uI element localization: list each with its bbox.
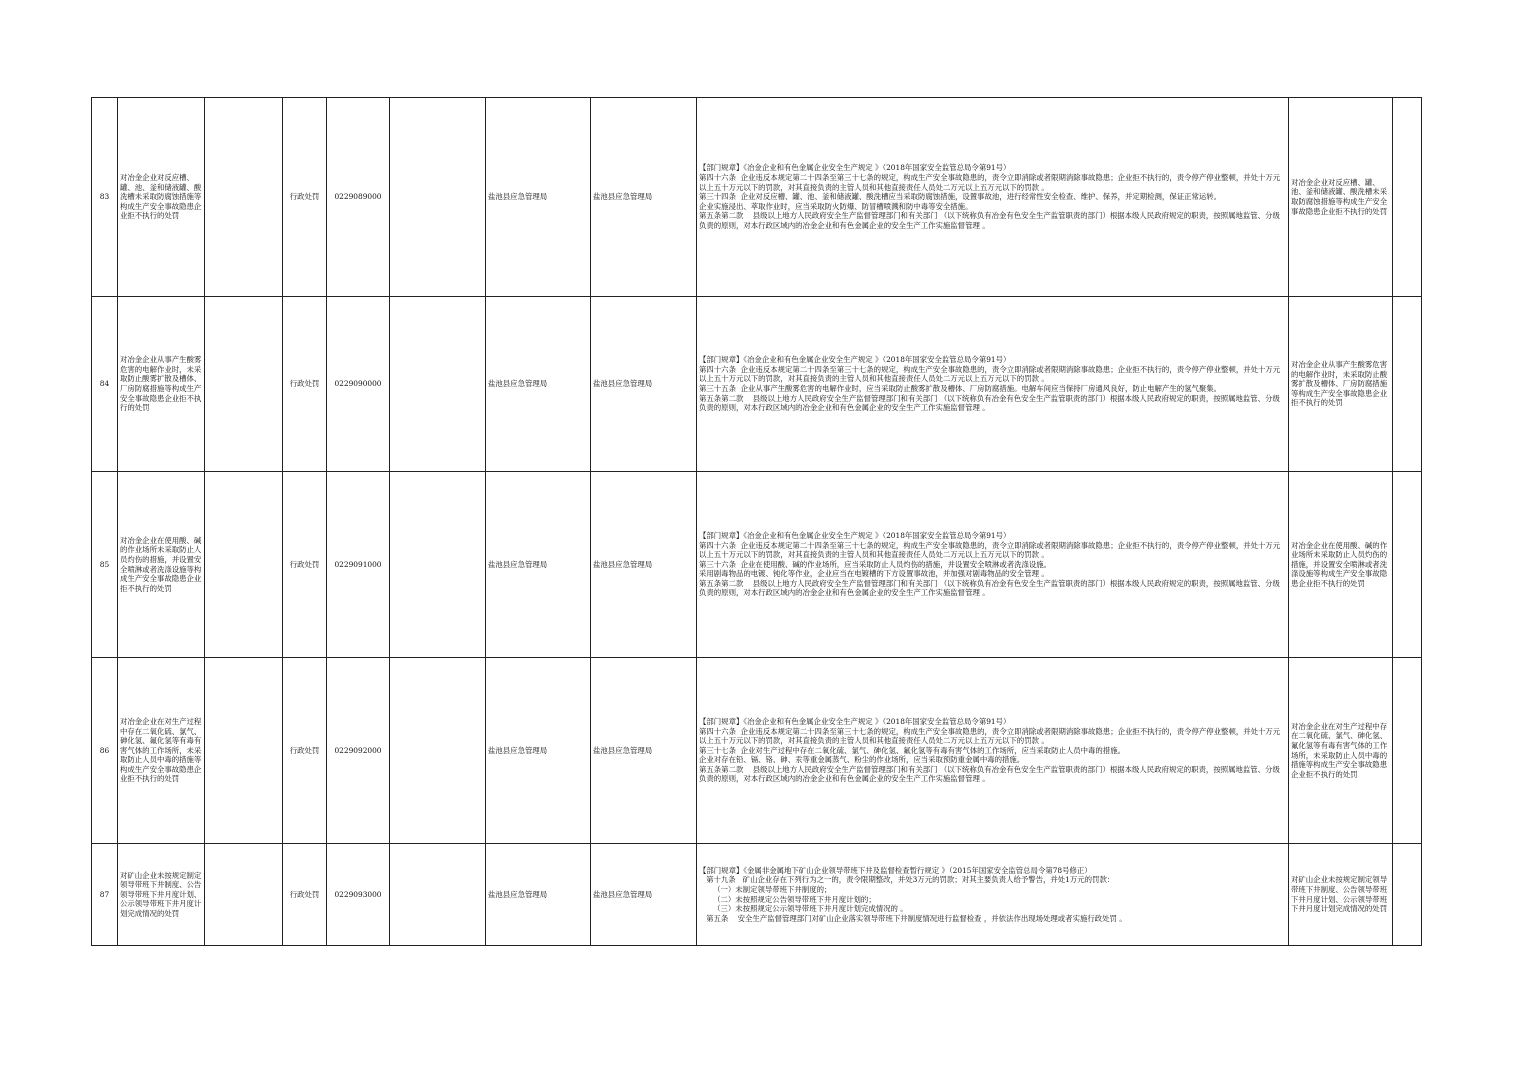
blank-cell: [390, 658, 486, 844]
sub-item: [205, 98, 283, 297]
item-description: 对冶金企业对反应槽、罐、池、釜和储液罐、酸洗槽未采取防腐蚀措施等构成生产安全事故隐患企业拒不执行的处罚: [1289, 98, 1393, 297]
item-type: 行政处罚: [283, 297, 327, 472]
responsible-subject: 盐池县应急管理局: [591, 844, 697, 946]
legal-basis: 【部门规章】《金属非金属地下矿山企业领导带班下井及监督检查暂行规定 》（2015年国家安全监管总局令第78号修正） 第十九条 矿山企业存在下列行为之一的，责令限期整改，并处3万元的罚款；对其主要负责人给予警告，并处1万元的罚款： （一）未制定领导带班下井制度的； （二）未按照规定公告领导带班下井月度计划的； （三）未按照规定公示领导带班下井月度计划完成情况的 。 第五条 安全生产监督管理部门对矿山企业落实领导带班下井制度情况进行监督检查 ，并依法作出现场处理或者实施行政处罚 。: [697, 844, 1289, 946]
sub-item: [205, 658, 283, 844]
row-number: 84: [92, 297, 118, 472]
implementing-dept: 盐池县应急管理局: [486, 297, 591, 472]
item-description: 对冶金企业在使用酸、碱的作业场所未采取防止人员灼伤的措施，并设置安全喷淋或者洗涤设施等构成生产安全事故隐患企业拒不执行的处罚: [1289, 472, 1393, 658]
responsible-subject: 盐池县应急管理局: [591, 98, 697, 297]
table-row: [92, 98, 1422, 297]
item-type: 行政处罚: [283, 98, 327, 297]
responsible-subject: 盐池县应急管理局: [591, 658, 697, 844]
table-row: [92, 658, 1422, 844]
item-code: 0229090000: [327, 297, 390, 472]
row-number: 85: [92, 472, 118, 658]
item-code: 0229089000: [327, 98, 390, 297]
implementing-dept: 盐池县应急管理局: [486, 658, 591, 844]
item-description: 对冶金企业从事产生酸雾危害的电解作业时，未采取防止酸雾扩散及槽体、厂房防腐措施等构成生产安全事故隐患企业拒不执行的处罚: [1289, 297, 1393, 472]
item-type: 行政处罚: [283, 658, 327, 844]
item-name: 对冶金企业对反应槽、罐、池、釜和储液罐、酸洗槽未采取防腐蚀措施等构成生产安全事故隐患企业拒不执行的处罚: [118, 98, 205, 297]
item-code: 0229091000: [327, 472, 390, 658]
item-name: 对冶金企业从事产生酸雾危害的电解作业时，未采取防止酸雾扩散及槽体、厂房防腐措施等构成生产安全事故隐患企业拒不执行的处罚: [118, 297, 205, 472]
row-number: 87: [92, 844, 118, 946]
blank-cell: [390, 98, 486, 297]
item-type: 行政处罚: [283, 844, 327, 946]
sub-item: [205, 844, 283, 946]
row-number: 83: [92, 98, 118, 297]
item-type: 行政处罚: [283, 472, 327, 658]
remark-cell: [1393, 98, 1422, 297]
table-row: [92, 472, 1422, 658]
item-name: 对矿山企业未按规定制定领导带班下井制度、公告领导带班下井月度计划、公示领导带班下井月度计划完成情况的处罚: [118, 844, 205, 946]
item-code: 0229093000: [327, 844, 390, 946]
responsible-subject: 盐池县应急管理局: [591, 297, 697, 472]
blank-cell: [390, 472, 486, 658]
item-name: 对冶金企业在使用酸、碱的作业场所未采取防止人员灼伤的措施，并设置安全喷淋或者洗涤设施等构成生产安全事故隐患企业拒不执行的处罚: [118, 472, 205, 658]
sub-item: [205, 472, 283, 658]
table-row: [92, 844, 1422, 946]
implementing-dept: 盐池县应急管理局: [486, 98, 591, 297]
row-number: 86: [92, 658, 118, 844]
responsible-subject: 盐池县应急管理局: [591, 472, 697, 658]
item-description: 对矿山企业未按规定制定领导带班下井制度、公告领导带班下井月度计划、公示领导带班下井月度计划完成情况的处罚: [1289, 844, 1393, 946]
table-row: [92, 297, 1422, 472]
penalty-table: [91, 97, 1422, 946]
implementing-dept: 盐池县应急管理局: [486, 472, 591, 658]
legal-basis: 【部门规章】《冶金企业和有色金属企业安全生产规定 》（2018年国家安全监管总局令第91号） 第四十六条 企业违反本规定第二十四条至第三十七条的规定，构成生产安全事故隐患的，责令立即消除或者限期消除事故隐患；企业拒不执行的，责令停产停业整顿，并处十万元以上五十万元以下的罚款，对其直接负责的主管人员和其他直接责任人员处二万元以上五万元以下的罚款 。 第三十七条 企业对生产过程中存在二氧化硫、氯气、砷化氢、氟化氢等有毒有害气体的工作场所，应当采取防止人员中毒的措施。 企业对存在铅、镉、铬、砷、汞等重金属蒸气、粉尘的作业场所，应当采取预防重金属中毒的措施。 第五条第二款 县级以上地方人民政府安全生产监督管理部门和有关部门 （以下统称负有冶金有色安全生产监管职责的部门）根据本级人民政府规定的职责，按照属地监管、分级负责的原则，对本行政区域内的冶金企业和有色金属企业的安全生产工作实施监督管理 。: [697, 658, 1289, 844]
legal-basis: 【部门规章】《冶金企业和有色金属企业安全生产规定 》（2018年国家安全监管总局令第91号） 第四十六条 企业违反本规定第二十四条至第三十七条的规定，构成生产安全事故隐患的，责令立即消除或者限期消除事故隐患；企业拒不执行的，责令停产停业整顿，并处十万元以上五十万元以下的罚款，对其直接负责的主管人员和其他直接责任人员处二万元以上五万元以下的罚款 。 第三十五条 企业从事产生酸雾危害的电解作业时，应当采取防止酸雾扩散及槽体、厂房防腐措施。电解车间应当保持厂房通风良好，防止电解产生的氢气聚集。 第五条第二款 县级以上地方人民政府安全生产监督管理部门和有关部门 （以下统称负有冶金有色安全生产监管职责的部门）根据本级人民政府规定的职责，按照属地监管、分级负责的原则，对本行政区域内的冶金企业和有色金属企业的安全生产工作实施监督管理 。: [697, 297, 1289, 472]
legal-basis: 【部门规章】《冶金企业和有色金属企业安全生产规定 》（2018年国家安全监管总局令第91号） 第四十六条 企业违反本规定第二十四条至第三十七条的规定，构成生产安全事故隐患的，责令立即消除或者限期消除事故隐患；企业拒不执行的，责令停产停业整顿，并处十万元以上五十万元以下的罚款，对其直接负责的主管人员和其他直接责任人员处二万元以上五万元以下的罚款 。 第三十四条 企业对反应槽、罐、池、釜和储液罐、酸洗槽应当采取防腐蚀措施，设置事故池，进行经常性安全检查、维护、保养，并定期检测，保证正常运转。 企业实施浸出、萃取作业时，应当采取防火防爆、防冒槽喷溅和防中毒等安全措施。 第五条第二款 县级以上地方人民政府安全生产监督管理部门和有关部门 （以下统称负有冶金有色安全生产监管职责的部门）根据本级人民政府规定的职责，按照属地监管、分级负责的原则，对本行政区域内的冶金企业和有色金属企业的安全生产工作实施监督管理 。: [697, 98, 1289, 297]
blank-cell: [390, 297, 486, 472]
remark-cell: [1393, 472, 1422, 658]
item-name: 对冶金企业在对生产过程中存在二氧化硫、氯气、砷化氢、氟化氢等有毒有害气体的工作场所，未采取防止人员中毒的措施等构成生产安全事故隐患企业拒不执行的处罚: [118, 658, 205, 844]
remark-cell: [1393, 658, 1422, 844]
remark-cell: [1393, 844, 1422, 946]
legal-basis: 【部门规章】《冶金企业和有色金属企业安全生产规定 》（2018年国家安全监管总局令第91号） 第四十六条 企业违反本规定第二十四条至第三十七条的规定，构成生产安全事故隐患的，责令立即消除或者限期消除事故隐患；企业拒不执行的，责令停产停业整顿，并处十万元以上五十万元以下的罚款，对其直接负责的主管人员和其他直接责任人员处二万元以上五万元以下的罚款 。 第三十六条 企业在使用酸、碱的作业场所，应当采取防止人员灼伤的措施，并设置安全喷淋或者洗涤设施。 采用剧毒物品的电镀、钝化等作业，企业应当在电镀槽的下方设置事故池，并加强对剧毒物品的安全管理 。 第五条第二款 县级以上地方人民政府安全生产监督管理部门和有关部门 （以下统称负有冶金有色安全生产监管职责的部门）根据本级人民政府规定的职责，按照属地监管、分级负责的原则，对本行政区域内的冶金企业和有色金属企业的安全生产工作实施监督管理 。: [697, 472, 1289, 658]
implementing-dept: 盐池县应急管理局: [486, 844, 591, 946]
remark-cell: [1393, 297, 1422, 472]
blank-cell: [390, 844, 486, 946]
sub-item: [205, 297, 283, 472]
item-description: 对冶金企业在对生产过程中存在二氧化硫、氯气、砷化氢、氟化氢等有毒有害气体的工作场所，未采取防止人员中毒的措施等构成生产安全事故隐患企业拒不执行的处罚: [1289, 658, 1393, 844]
item-code: 0229092000: [327, 658, 390, 844]
